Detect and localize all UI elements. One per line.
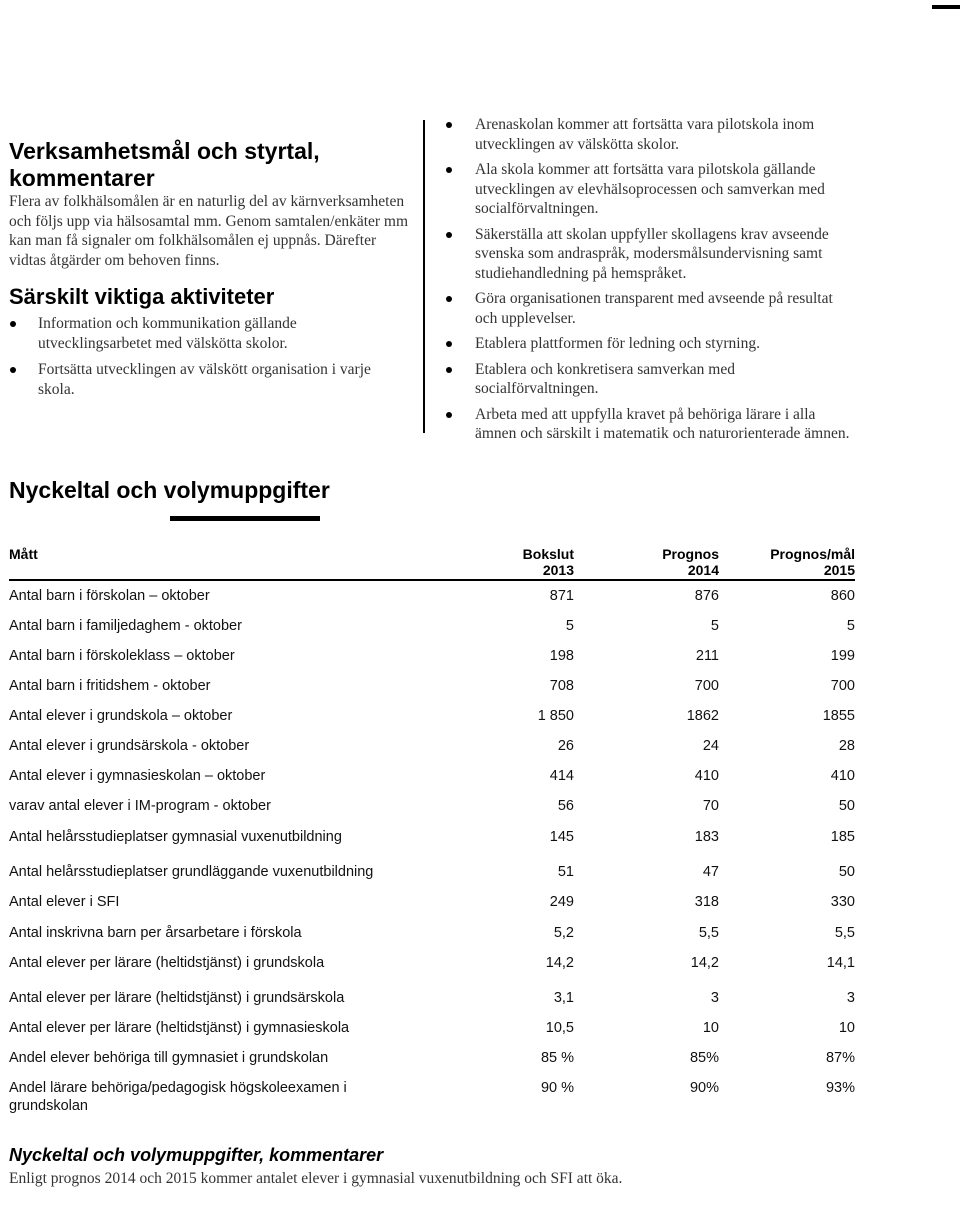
cell-prognos-2014: 183	[694, 829, 719, 845]
section-title-aktiviteter: Särskilt viktiga aktiviteter	[9, 284, 275, 309]
table-row	[9, 893, 855, 915]
activities-list	[9, 314, 409, 399]
cell-bokslut-2013: 10,5	[545, 1020, 574, 1036]
row-label: Antal elever i SFI	[9, 894, 120, 910]
cell-bokslut-2013: 708	[549, 678, 574, 694]
table-row	[9, 767, 855, 789]
row-label: Antal elever per lärare (heltidstjänst) i gymnasieskola	[9, 1020, 350, 1036]
cell-prognos-mal-2015: 185	[830, 829, 855, 845]
cell-bokslut-2013: 14,2	[545, 955, 574, 971]
list-item-text: Arenaskolan kommer att fortsätta vara pilotskola inom utvecklingen av välskötta skolor.	[475, 116, 815, 153]
corner-mark	[932, 5, 960, 9]
list-item	[427, 225, 852, 284]
list-item-text: Information och kommunikation gällande utvecklingsarbetet med välskötta skolor.	[38, 315, 297, 352]
cell-prognos-2014: 3	[710, 990, 719, 1006]
column-header-year: 2015	[823, 562, 855, 578]
kommentarer-title: Nyckeltal och volymuppgifter, kommentarer	[9, 1145, 384, 1165]
cell-prognos-mal-2015: 10	[838, 1020, 855, 1036]
cell-bokslut-2013: 414	[549, 768, 574, 784]
cell-bokslut-2013: 90 %	[540, 1080, 574, 1096]
row-label: Antal barn i förskoleklass – oktober	[9, 648, 235, 664]
row-label: Antal helårsstudieplatser grundläggande vuxenutbildning	[9, 864, 374, 880]
cell-prognos-2014: 5,5	[698, 925, 719, 941]
cell-prognos-mal-2015: 410	[830, 768, 855, 784]
row-label: Antal elever per lärare (heltidstjänst) i grundskola	[9, 955, 325, 971]
cell-prognos-mal-2015: 50	[838, 864, 855, 880]
table-row	[9, 647, 855, 669]
title-rule	[170, 516, 320, 521]
right-bullet-list	[427, 115, 852, 444]
header-rule	[9, 579, 855, 581]
list-item	[9, 314, 409, 353]
bullet-icon	[446, 341, 452, 347]
row-label: Antal elever i gymnasieskolan – oktober	[9, 768, 266, 784]
row-label: Antal elever per lärare (heltidstjänst) i grundsärskola	[9, 990, 345, 1006]
bullet-icon	[10, 367, 16, 373]
column-header-prognos	[599, 546, 719, 578]
cell-prognos-mal-2015: 50	[838, 798, 855, 814]
column-header-matt: Mått	[9, 546, 38, 562]
bullet-icon	[446, 412, 452, 418]
cell-bokslut-2013: 871	[549, 588, 574, 604]
list-item-text: Etablera plattformen för ledning och styrning.	[475, 335, 760, 352]
row-label: Antal elever i grundsärskola - oktober	[9, 738, 250, 754]
table-row	[9, 989, 855, 1011]
row-label: Andel lärare behöriga/pedagogisk högskoleexamen i grundskolan	[9, 1080, 347, 1114]
column-header-prognos-mal	[735, 546, 855, 578]
cell-prognos-mal-2015: 93%	[825, 1080, 855, 1096]
bullet-icon	[446, 167, 452, 173]
bullet-icon	[446, 232, 452, 238]
row-label: varav antal elever i IM-program - oktober	[9, 798, 271, 814]
table-row	[9, 1019, 855, 1041]
cell-prognos-mal-2015: 5,5	[834, 925, 855, 941]
section-title-verksamhetsmal: Verksamhetsmål och styrtal, kommentarer	[9, 138, 320, 191]
cell-prognos-2014: 10	[702, 1020, 719, 1036]
table-row	[9, 677, 855, 699]
cell-prognos-2014: 24	[702, 738, 719, 754]
cell-prognos-2014: 876	[694, 588, 719, 604]
table-header	[9, 546, 855, 578]
cell-prognos-2014: 700	[694, 678, 719, 694]
cell-prognos-mal-2015: 87%	[825, 1050, 855, 1066]
cell-bokslut-2013: 56	[557, 798, 574, 814]
row-label: Antal helårsstudieplatser gymnasial vuxenutbildning	[9, 829, 342, 845]
row-label: Antal barn i förskolan – oktober	[9, 588, 210, 604]
column-divider	[423, 120, 425, 433]
list-item-text: Säkerställa att skolan uppfyller skollagens krav avseende svenska som andraspråk, modersmålsundervisning samt studiehandledning på hemspråket.	[475, 225, 829, 282]
cell-bokslut-2013: 5	[565, 618, 574, 634]
cell-bokslut-2013: 85 %	[540, 1050, 574, 1066]
cell-prognos-mal-2015: 5	[846, 618, 855, 634]
cell-prognos-2014: 410	[694, 768, 719, 784]
cell-prognos-2014: 14,2	[690, 955, 719, 971]
bullet-icon	[10, 321, 16, 327]
nyckeltal-title: Nyckeltal och volymuppgifter	[9, 477, 330, 503]
cell-prognos-mal-2015: 28	[838, 738, 855, 754]
table-row	[9, 1049, 855, 1071]
bullet-icon	[446, 122, 452, 128]
cell-prognos-2014: 85%	[689, 1050, 719, 1066]
list-item	[427, 334, 852, 354]
list-item-text: Etablera och konkretisera samverkan med socialförvaltningen.	[475, 360, 735, 397]
cell-prognos-2014: 70	[702, 798, 719, 814]
left-column	[9, 138, 409, 406]
kommentarer-text: Enligt prognos 2014 och 2015 kommer antalet elever i gymnasial vuxenutbildning och SFI att öka.	[9, 1170, 623, 1187]
cell-prognos-mal-2015: 330	[830, 894, 855, 910]
list-item-text: Fortsätta utvecklingen av välskött organisation i varje skola.	[38, 361, 371, 398]
row-label: Andel elever behöriga till gymnasiet i grundskolan	[9, 1050, 329, 1066]
list-item-text: Göra organisationen transparent med avseende på resultat och upplevelser.	[475, 290, 833, 327]
cell-prognos-mal-2015: 3	[846, 990, 855, 1006]
column-header-label: Prognos	[662, 546, 719, 562]
cell-prognos-2014: 1862	[686, 708, 719, 724]
cell-prognos-mal-2015: 199	[830, 648, 855, 664]
cell-bokslut-2013: 26	[557, 738, 574, 754]
cell-bokslut-2013: 5,2	[553, 925, 574, 941]
bullet-icon	[446, 367, 452, 373]
row-label: Antal inskrivna barn per årsarbetare i förskola	[9, 925, 302, 941]
bullet-icon	[446, 296, 452, 302]
column-header-bokslut	[454, 546, 574, 578]
row-label: Antal barn i familjedaghem - oktober	[9, 618, 242, 634]
table-row	[9, 707, 855, 729]
table-row	[9, 954, 855, 976]
cell-prognos-mal-2015: 1855	[822, 708, 855, 724]
cell-prognos-mal-2015: 860	[830, 588, 855, 604]
table-row	[9, 828, 855, 850]
list-item	[427, 405, 852, 444]
cell-bokslut-2013: 249	[549, 894, 574, 910]
right-column	[427, 115, 852, 450]
table-row	[9, 617, 855, 639]
cell-prognos-2014: 90%	[689, 1080, 719, 1096]
cell-prognos-2014: 211	[695, 648, 719, 664]
list-item	[9, 360, 409, 399]
cell-bokslut-2013: 198	[549, 648, 574, 664]
column-header-label: Bokslut	[522, 546, 574, 562]
cell-bokslut-2013: 145	[549, 829, 574, 845]
row-label: Antal elever i grundskola – oktober	[9, 708, 233, 724]
cell-prognos-mal-2015: 14,1	[826, 955, 855, 971]
table-row	[9, 587, 855, 609]
cell-prognos-2014: 318	[694, 894, 719, 910]
list-item-text: Ala skola kommer att fortsätta vara pilotskola gällande utvecklingen av elevhälsoprocessen och samverkan med socialförvaltningen.	[475, 161, 825, 217]
table-row	[9, 863, 855, 885]
cell-bokslut-2013: 3,1	[553, 990, 574, 1006]
list-item	[427, 289, 852, 328]
intro-paragraph: Flera av folkhälsomålen är en naturlig del av kärnverksamheten och följs upp via hälsosamtal mm. Genom samtalen/enkäter mm kan man få signaler om folkhälsomålen ej uppnås. Därefter vidtas åtgärder om behoven finns.	[9, 193, 409, 269]
cell-prognos-2014: 47	[702, 864, 719, 880]
table-row	[9, 1079, 855, 1114]
column-header-year: 2013	[542, 562, 574, 578]
column-header-label: Prognos/mål	[770, 546, 855, 562]
table-row	[9, 737, 855, 759]
column-header-year: 2014	[687, 562, 719, 578]
cell-prognos-2014: 5	[710, 618, 719, 634]
cell-bokslut-2013: 51	[557, 864, 574, 880]
row-label: Antal barn i fritidshem - oktober	[9, 678, 211, 694]
table-row	[9, 924, 855, 946]
cell-bokslut-2013: 1 850	[537, 708, 574, 724]
list-item	[427, 360, 852, 399]
list-item	[427, 160, 852, 219]
cell-prognos-mal-2015: 700	[830, 678, 855, 694]
list-item	[427, 115, 852, 154]
table-row	[9, 797, 855, 819]
list-item-text: Arbeta med att uppfylla kravet på behöriga lärare i alla ämnen och särskilt i matematik och naturorienterade ämnen.	[475, 405, 850, 442]
